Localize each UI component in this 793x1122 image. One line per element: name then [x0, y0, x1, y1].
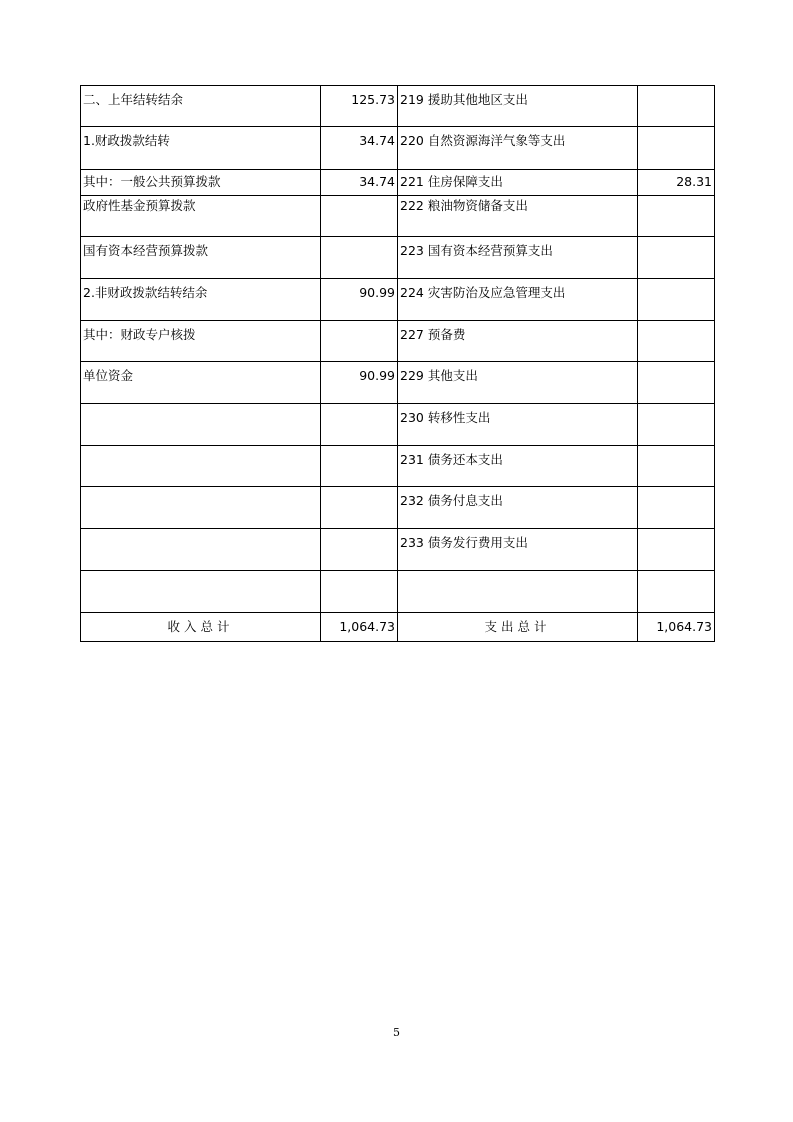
- expense-item-label: 224 灾害防治及应急管理支出: [398, 279, 638, 321]
- table-row: [81, 487, 715, 529]
- income-total-label: 收入总计: [81, 613, 321, 642]
- expense-item-amount: [638, 571, 715, 613]
- table-row: [81, 170, 715, 196]
- expense-item-label: [398, 571, 638, 613]
- income-item-amount: 125.73: [321, 86, 398, 127]
- income-item-amount: [321, 487, 398, 529]
- expense-item-amount: [638, 196, 715, 237]
- expense-item-amount: [638, 321, 715, 362]
- table-row: [81, 571, 715, 613]
- table-row: [81, 127, 715, 170]
- expense-item-amount: [638, 487, 715, 529]
- income-item-label: [81, 404, 321, 446]
- expense-item-label: 220 自然资源海洋气象等支出: [398, 127, 638, 170]
- income-item-label: 2.非财政拨款结转结余: [81, 279, 321, 321]
- table-row: [81, 279, 715, 321]
- table-row: [81, 86, 715, 127]
- expense-item-label: 219 援助其他地区支出: [398, 86, 638, 127]
- income-item-label: [81, 529, 321, 571]
- table-row: [81, 529, 715, 571]
- income-total-amount: 1,064.73: [321, 613, 398, 642]
- expense-item-label: 222 粮油物资储备支出: [398, 196, 638, 237]
- income-item-amount: [321, 404, 398, 446]
- income-item-amount: [321, 321, 398, 362]
- expense-item-label: 231 债务还本支出: [398, 446, 638, 487]
- table-row: [81, 321, 715, 362]
- expense-item-label: 221 住房保障支出: [398, 170, 638, 196]
- expense-item-label: 230 转移性支出: [398, 404, 638, 446]
- income-item-amount: [321, 529, 398, 571]
- table-row: [81, 362, 715, 404]
- totals-row: [81, 613, 715, 642]
- expense-item-amount: [638, 86, 715, 127]
- income-item-label: [81, 487, 321, 529]
- income-item-label: 其中：一般公共预算拨款: [81, 170, 321, 196]
- income-item-label: [81, 446, 321, 487]
- income-item-amount: 34.74: [321, 170, 398, 196]
- expense-item-amount: [638, 529, 715, 571]
- budget-table: [80, 85, 715, 642]
- expense-item-amount: [638, 237, 715, 279]
- expense-item-amount: [638, 404, 715, 446]
- income-item-amount: [321, 196, 398, 237]
- expense-item-amount: [638, 279, 715, 321]
- income-item-label: 1.财政拨款结转: [81, 127, 321, 170]
- expense-item-amount: [638, 127, 715, 170]
- expense-item-label: 232 债务付息支出: [398, 487, 638, 529]
- income-item-label: 国有资本经营预算拨款: [81, 237, 321, 279]
- page-number: 5: [393, 1026, 400, 1039]
- income-item-amount: [321, 446, 398, 487]
- income-item-amount: [321, 237, 398, 279]
- expense-item-amount: 28.31: [638, 170, 715, 196]
- income-item-label: 单位资金: [81, 362, 321, 404]
- income-item-amount: 90.99: [321, 279, 398, 321]
- income-item-label: 政府性基金预算拨款: [81, 196, 321, 237]
- income-item-amount: 90.99: [321, 362, 398, 404]
- table-row: [81, 237, 715, 279]
- expense-item-label: 227 预备费: [398, 321, 638, 362]
- expense-item-label: 223 国有资本经营预算支出: [398, 237, 638, 279]
- table-row: [81, 446, 715, 487]
- expense-item-amount: [638, 446, 715, 487]
- income-item-label: [81, 571, 321, 613]
- expense-item-label: 229 其他支出: [398, 362, 638, 404]
- expense-item-label: 233 债务发行费用支出: [398, 529, 638, 571]
- expense-total-label: 支出总计: [398, 613, 638, 642]
- expense-total-amount: 1,064.73: [638, 613, 715, 642]
- table-row: [81, 196, 715, 237]
- income-item-label: 二、上年结转结余: [81, 86, 321, 127]
- income-item-amount: [321, 571, 398, 613]
- table-row: [81, 404, 715, 446]
- income-item-amount: 34.74: [321, 127, 398, 170]
- income-item-label: 其中：财政专户核拨: [81, 321, 321, 362]
- expense-item-amount: [638, 362, 715, 404]
